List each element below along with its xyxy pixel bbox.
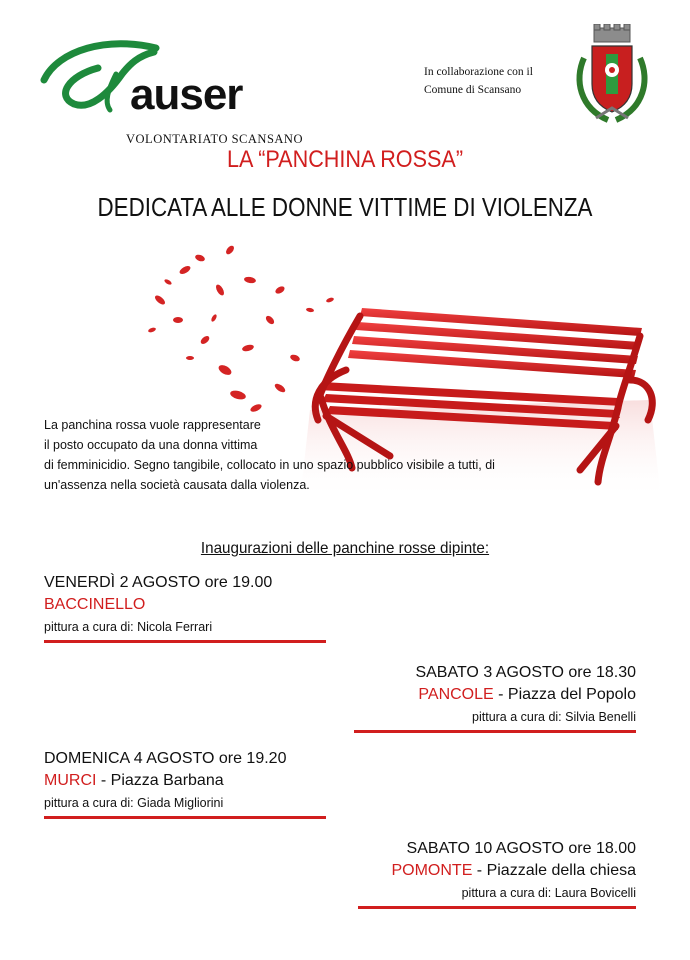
event-pancole [330,664,636,733]
description-line-4: un'assenza nella società causata dalla violenza. [44,478,310,492]
event-place: PANCOLE [418,686,494,703]
event-divider [44,640,326,643]
collaboration-line-2: Comune di Scansano [424,84,522,96]
event-place: MURCI [44,772,97,789]
event-credit: pittura a cura di: Nicola Ferrari [44,620,213,634]
description-text [44,415,564,495]
event-credit: pittura a cura di: Silvia Benelli [472,710,636,724]
logo-wordmark: auser [130,70,243,119]
event-credit: pittura a cura di: Laura Bovicelli [461,886,636,900]
event-location [330,686,636,704]
title-panchina-rossa: LA “PANCHINA ROSSA” [226,146,464,173]
collaboration-note [424,63,574,99]
event-murci [44,750,326,819]
event-place: BACCINELLO [44,596,146,613]
event-baccinello [44,574,326,643]
title-dedication: DEDICATA ALLE DONNE VITTIME DI VIOLENZA [97,192,593,222]
event-venue: - Piazzale della chiesa [472,862,636,879]
event-divider [358,906,636,909]
event-venue: - Piazza del Popolo [493,686,636,703]
collaboration-line-1: In collaborazione con il [424,66,533,78]
description-line-1: La panchina rossa vuole rappresentare [44,418,261,432]
auser-logo [38,28,328,146]
event-venue: - Piazza Barbana [96,772,224,789]
event-datetime: SABATO 10 AGOSTO ore 18.00 [406,840,636,857]
event-location [44,772,326,790]
description-line-3: di femminicidio. Segno tangibile, collocato in uno spazio pubblico visibile a tutti, di [44,458,495,472]
event-pomonte [358,840,636,909]
event-divider [44,816,326,819]
event-location [358,862,636,880]
description-line-2: il posto occupato da una donna vittima [44,438,258,452]
bench-backrest [348,308,642,378]
coat-of-arms-icon [572,24,652,128]
petals [148,244,335,413]
event-datetime: DOMENICA 4 AGOSTO ore 19.20 [44,750,287,767]
event-place: POMONTE [391,862,473,879]
event-location [44,596,326,614]
event-credit: pittura a cura di: Giada Migliorini [44,796,224,810]
event-divider [354,730,636,733]
events-heading: Inaugurazioni delle panchine rosse dipinte: [200,540,490,557]
event-datetime: SABATO 3 AGOSTO ore 18.30 [415,664,636,681]
logo-subtitle: VOLONTARIATO SCANSANO [126,132,303,146]
event-datetime: VENERDÌ 2 AGOSTO ore 19.00 [44,574,273,591]
